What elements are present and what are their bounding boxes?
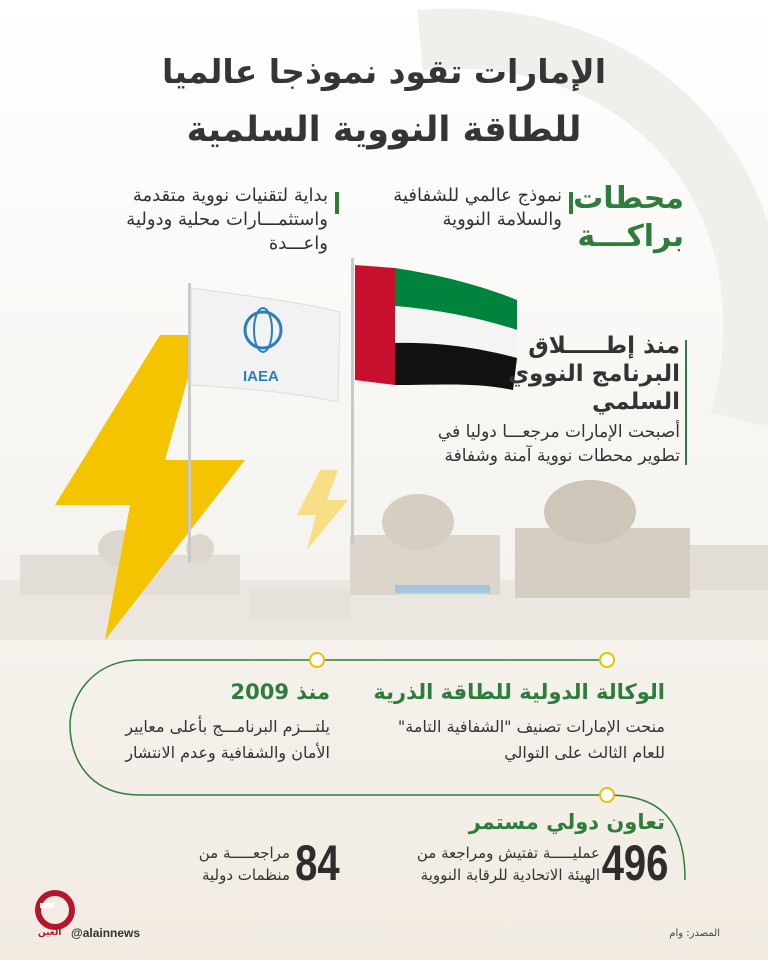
text-line: واستثمـــارات محلية ودولية <box>126 209 328 230</box>
text-line: واعـــدة <box>268 233 328 254</box>
accent-bar <box>685 340 687 465</box>
point-technology <box>126 184 328 256</box>
alain-logo <box>38 893 72 927</box>
program-heading <box>508 332 680 416</box>
text-line: بداية لتقنيات نووية متقدمة <box>132 185 328 206</box>
coop-heading: تعاون دولي مستمر <box>468 810 665 834</box>
accent-bar <box>569 192 573 214</box>
timeline-dot <box>600 788 614 802</box>
iaea-text <box>398 714 665 766</box>
uae-flag <box>355 265 517 390</box>
source-credit: المصدر: وام <box>669 928 720 939</box>
lightning-bolt-small <box>297 470 348 550</box>
heading-line: براكـــة <box>577 219 684 254</box>
stat-text <box>417 842 600 886</box>
since-heading: منذ 2009 <box>230 680 330 704</box>
text-line: الأمان والشفافية وعدم الانتشار <box>125 743 330 762</box>
text-line: تطوير محطات نووية آمنة وشفافة <box>444 446 680 466</box>
text-line: عمليـــــة تفتيش ومراجعة من <box>416 844 600 862</box>
text-line: مراجعـــــة من <box>198 844 290 862</box>
iaea-heading: الوكالة الدولية للطاقة الذرية <box>373 680 665 704</box>
accent-bar <box>335 192 339 214</box>
text-line: منحت الإمارات تصنيف "الشفافية التامة" <box>397 717 665 736</box>
text-line: نموذج عالمي للشفافية <box>393 185 562 206</box>
stat-text <box>199 842 290 886</box>
barakah-heading <box>573 180 684 256</box>
heading-line: محطات <box>573 181 684 216</box>
since-text <box>125 714 330 766</box>
text-line: منذ إطـــــلاق <box>528 333 680 359</box>
stat-number-84: 84 <box>295 835 340 891</box>
timeline-dot <box>310 653 324 667</box>
program-text <box>438 420 680 468</box>
text-line: البرنامج النووي <box>507 361 680 387</box>
text-line: السلمي <box>591 389 680 415</box>
social-handle: @alainnews <box>71 926 141 940</box>
point-transparency <box>393 184 562 232</box>
text-line: الهيئة الاتحادية للرقابة النووية <box>420 866 600 884</box>
text-line: يلتـــزم البرنامـــج بأعلى معايير <box>125 717 330 736</box>
title-line1: الإمارات تقود نموذجا عالميا <box>161 52 607 91</box>
title-line2: للطاقة النووية السلمية <box>186 110 582 150</box>
iaea-flag-label: IAEA <box>243 368 279 385</box>
text-line: والسلامة النووية <box>442 209 562 230</box>
text-line: أصبحت الإمارات مرجعـــا دوليا في <box>437 422 680 442</box>
timeline-dot <box>600 653 614 667</box>
text-line: للعام الثالث على التوالي <box>504 743 665 762</box>
logo-text: العين <box>38 928 62 938</box>
text-line: منظمات دولية <box>201 866 290 884</box>
flag-pole <box>351 258 354 543</box>
stat-number-496: 496 <box>601 835 668 891</box>
